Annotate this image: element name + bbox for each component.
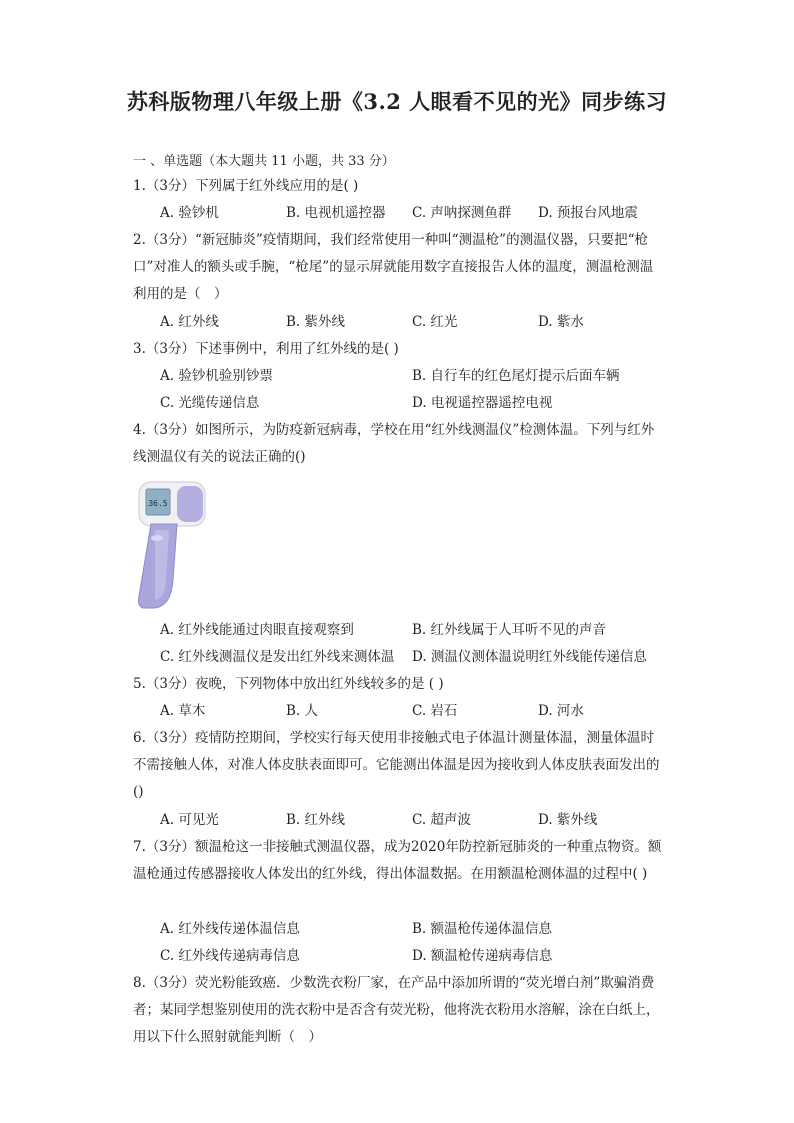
option-d[interactable]: D. 电视遥控器遥控电视 — [412, 395, 553, 411]
option-b[interactable]: B. 红外线属于人耳听不见的声音 — [412, 622, 607, 638]
question-4-stem: 4.（3分）如图所示，为防疫新冠病毒，学校在用“红外线测温仪”检测体温。下列与红外线测温仪有关的说法正确的() — [133, 422, 655, 465]
question-7-stem: 7.（3分）额温枪这一非接触式测温仪器，成为2020年防控新冠肺炎的一种重点物资。额温枪通过传感器接收人体发出的红外线，得出体温数据。在用额温枪测体温的过程中( ) — [133, 839, 662, 882]
question-2-stem: 2.（3分）“新冠肺炎”疫情期间，我们经常使用一种叫“测温枪”的测温仪器，只要把“枪口”对准人的额头或手腕，“枪尾”的显示屏就能用数字直接报告人体的温度，测温枪测温利用的是（ ） — [133, 232, 654, 302]
option-a[interactable]: A. 验钞机验别钞票 — [160, 368, 273, 384]
option-c[interactable]: C. 光缆传递信息 — [160, 395, 260, 411]
option-a[interactable]: A. 草木 — [160, 703, 206, 719]
question-3-options — [160, 363, 670, 417]
option-d[interactable]: D. 额温枪传递病毒信息 — [412, 948, 553, 964]
option-d[interactable]: D. 预报台风地震 — [538, 205, 638, 221]
option-a[interactable]: A. 验钞机 — [160, 205, 219, 221]
thermometer-reading: 36.5 — [148, 499, 168, 508]
option-c[interactable]: C. 超声波 — [412, 812, 471, 828]
option-c[interactable]: C. 岩石 — [412, 703, 458, 719]
option-d[interactable]: D. 紫外线 — [538, 812, 598, 828]
question-5-stem: 5.（3分）夜晚，下列物体中放出红外线较多的是 ( ) — [133, 676, 444, 692]
option-d[interactable]: D. 测温仪测体温说明红外线能传递信息 — [412, 649, 647, 665]
question-5-options — [160, 698, 670, 725]
option-b[interactable]: B. 紫外线 — [286, 314, 346, 330]
question-6-options — [160, 807, 670, 834]
option-b[interactable]: B. 红外线 — [286, 812, 346, 828]
option-c[interactable]: C. 红光 — [412, 314, 458, 330]
page-title: 苏科版物理八年级上册《3.2 人眼看不见的光》同步练习 — [126, 89, 668, 114]
question-2-options — [160, 309, 670, 336]
option-a[interactable]: A. 红外线 — [160, 314, 219, 330]
option-d[interactable]: D. 紫水 — [538, 314, 584, 330]
option-a[interactable]: A. 红外线能通过肉眼直接观察到 — [160, 622, 354, 638]
question-3-stem: 3.（3分）下述事例中，利用了红外线的是( ) — [133, 341, 399, 357]
infrared-thermometer-image — [133, 480, 213, 612]
option-c[interactable]: C. 红外线传递病毒信息 — [160, 948, 300, 964]
option-c[interactable]: C. 红外线测温仪是发出红外线来测体温 — [160, 649, 395, 665]
option-a[interactable]: A. 红外线传递体温信息 — [160, 921, 300, 937]
question-1-options — [160, 200, 670, 227]
option-b[interactable]: B. 人 — [286, 703, 319, 719]
option-b[interactable]: B. 自行车的红色尾灯提示后面车辆 — [412, 368, 620, 384]
option-c[interactable]: C. 声呐探测鱼群 — [412, 205, 512, 221]
option-b[interactable]: B. 额温枪传递体温信息 — [412, 921, 553, 937]
question-6-stem: 6.（3分）疫情防控期间，学校实行每天使用非接触式电子体温计测量体温，测量体温时不需接触人体，对准人体皮肤表面即可。它能测出体温是因为接收到人体皮肤表面发出的() — [133, 730, 660, 800]
question-4-options — [160, 617, 670, 671]
section-header: 一 、单选题（本大题共 11 小题，共 33 分） — [133, 154, 395, 169]
question-7-options — [160, 916, 670, 970]
option-a[interactable]: A. 可见光 — [160, 812, 219, 828]
question-8-stem: 8.（3分）荧光粉能致癌．少数洗衣粉厂家，在产品中添加所谓的“荧光增白剂”欺骗消费者；某同学想鉴别使用的洗衣粉中是否含有荧光粉，他将洗衣粉用水溶解，涂在白纸上，用以下什么照射就能判断（ ） — [133, 975, 660, 1045]
option-d[interactable]: D. 河水 — [538, 703, 584, 719]
option-b[interactable]: B. 电视机遥控器 — [286, 205, 386, 221]
question-1-stem: 1.（3分）下列属于红外线应用的是( ) — [133, 178, 359, 194]
